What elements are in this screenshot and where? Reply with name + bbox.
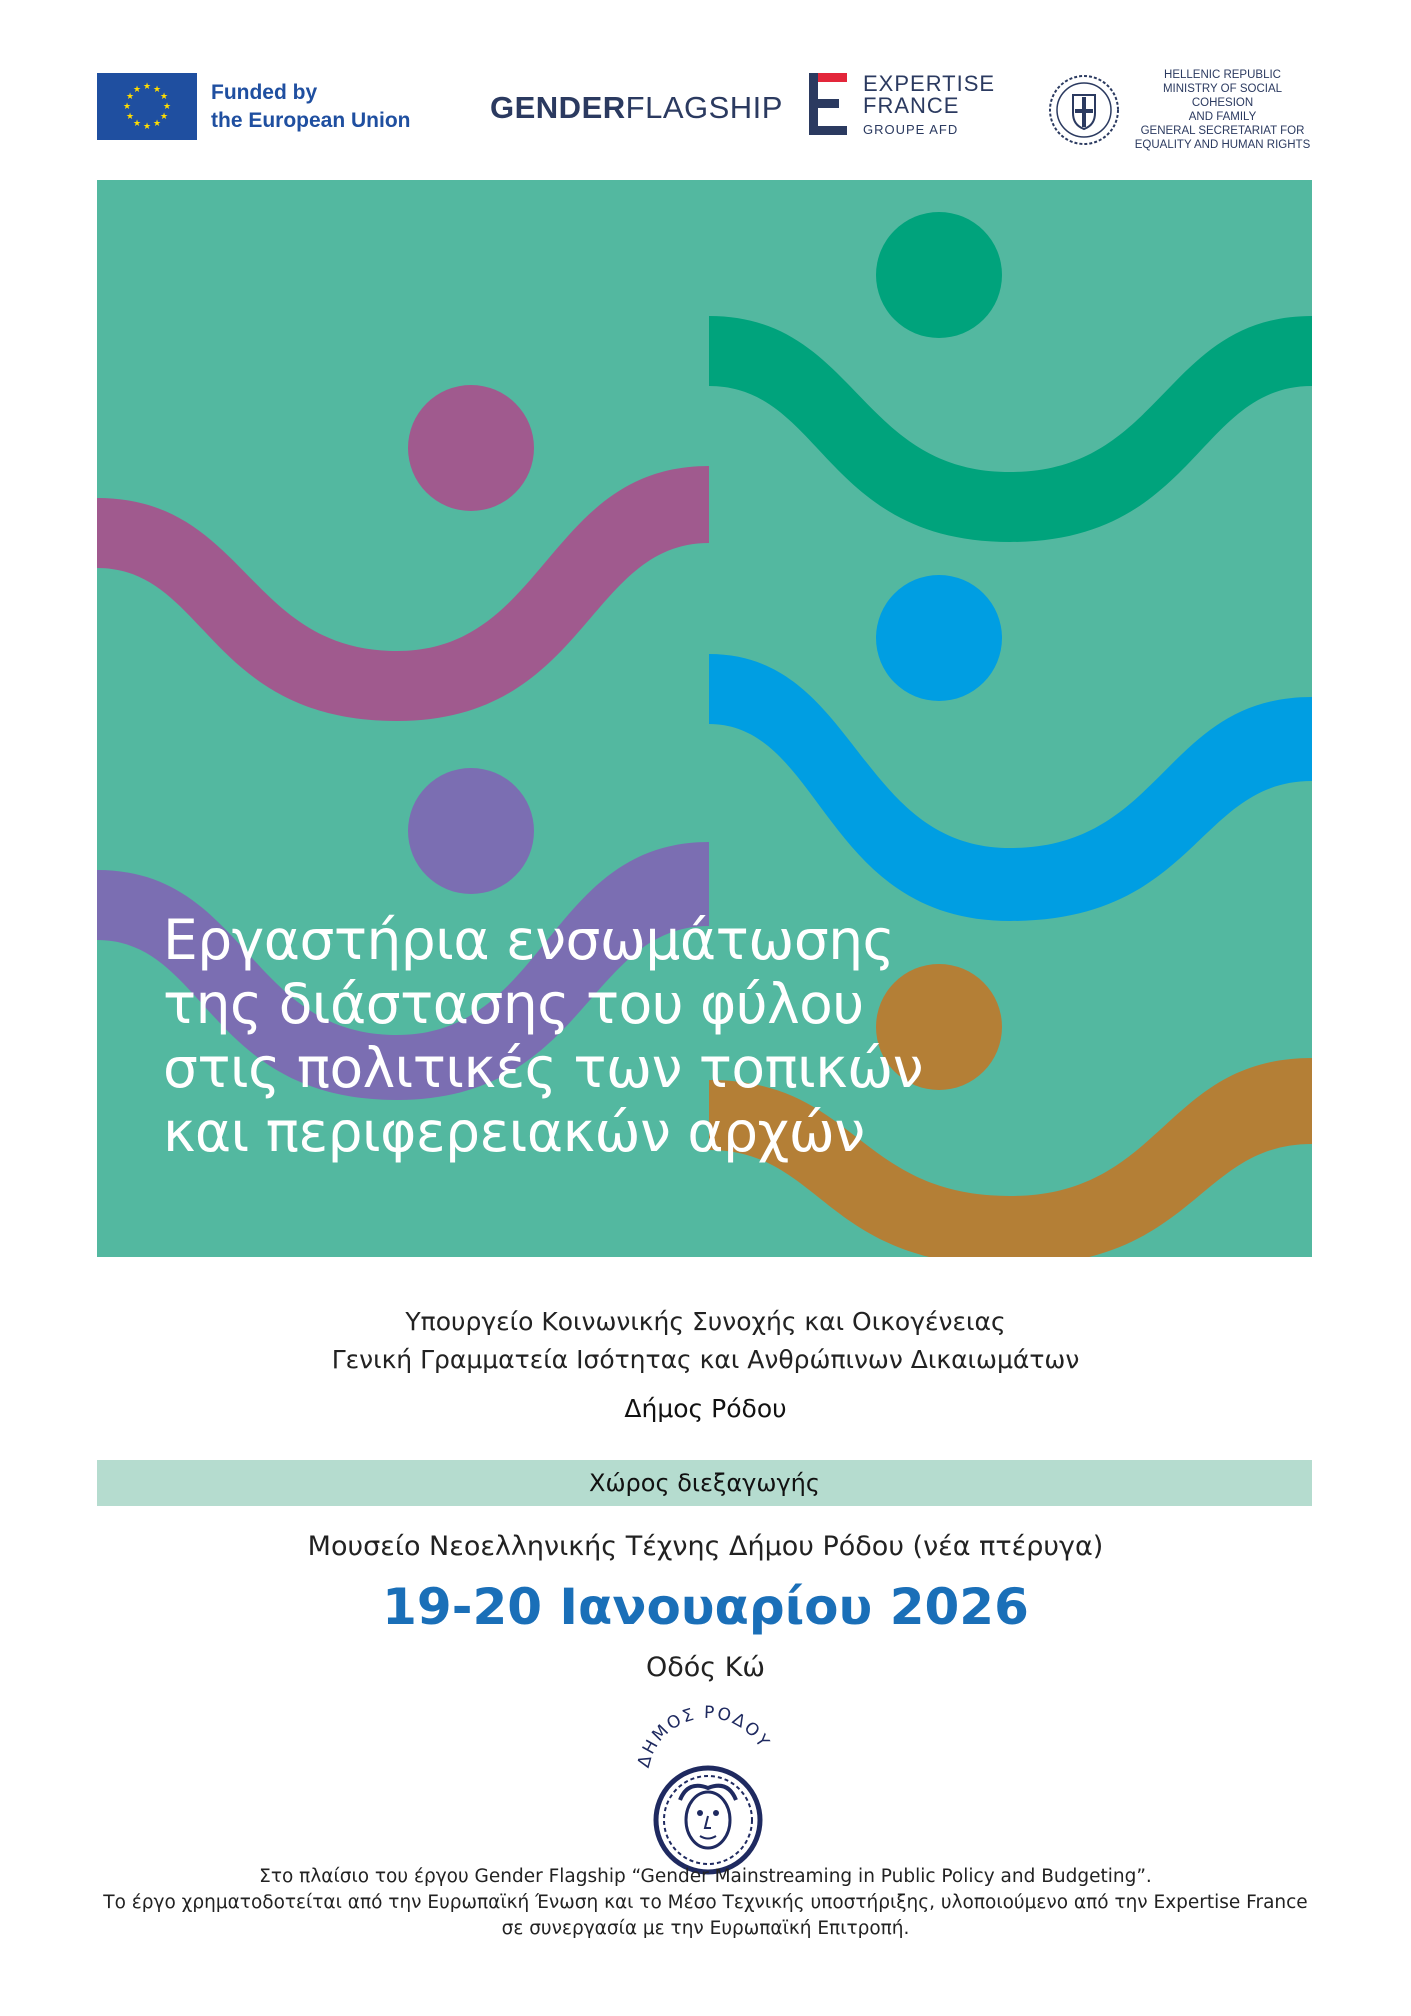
hellenic-line4: GENERAL SECRETARIAT FOR	[1140, 125, 1305, 137]
eu-funding-logo	[97, 73, 411, 140]
hellenic-line1: HELLENIC REPUBLIC	[1164, 69, 1281, 81]
hellenic-line2: MINISTRY OF SOCIAL COHESION	[1162, 83, 1283, 109]
svg-text:★: ★	[159, 92, 169, 102]
magenta-figure-wave	[97, 466, 709, 721]
magenta-figure-head	[408, 385, 534, 511]
svg-text:★: ★	[142, 82, 152, 92]
expertise-line2: FRANCE	[863, 93, 960, 118]
svg-text:★: ★	[125, 92, 135, 102]
ministry-name: Υπουργείο Κοινωνικής Συνοχής και Οικογένειας	[405, 1307, 1006, 1336]
svg-text:★: ★	[132, 85, 142, 95]
hero-banner	[97, 180, 1312, 1257]
venue-label-bar: Χώρος διεξαγωγής	[97, 1460, 1312, 1506]
purple-figure-head	[408, 768, 534, 894]
event-date: 19-20 Ιανουαρίου 2026	[382, 1578, 1029, 1636]
svg-text:★: ★	[142, 122, 152, 132]
venue-street: Οδός Κώ	[645, 1652, 766, 1683]
venue-name: Μουσείο Νεοελληνικής Τέχνης Δήμου Ρόδου (νέα πτέρυγα)	[307, 1531, 1104, 1562]
green-figure-wave	[709, 316, 1312, 542]
rhodes-coin-icon	[618, 1700, 794, 1885]
hero-title-line4: και περιφερειακών αρχών	[163, 1100, 865, 1164]
footer-line3: σε συνεργασία με την Ευρωπαϊκή Επιτροπή.	[501, 1918, 910, 1939]
eu-flag-icon	[97, 73, 197, 140]
footer-notice	[0, 1864, 1411, 1942]
expertise-line3: GROUPE AFD	[863, 122, 959, 137]
hero-title-line2: της διάστασης του φύλου	[163, 972, 864, 1036]
eu-text-line2: the European Union	[211, 108, 411, 132]
svg-text:★: ★	[159, 112, 169, 122]
expertise-france-mark-icon	[809, 73, 847, 135]
hero-title	[163, 908, 1063, 1164]
logo-header	[97, 68, 1312, 151]
hellenic-line3: AND FAMILY	[1188, 111, 1257, 123]
svg-text:★: ★	[162, 102, 172, 112]
gender-flagship-part2: FLAGSHIP	[625, 90, 783, 125]
blue-figure-head	[876, 575, 1002, 701]
hellenic-line5: EQUALITY AND HUMAN RIGHTS	[1134, 139, 1311, 151]
municipality-name: Δήμος Ρόδου	[624, 1394, 787, 1423]
footer-line1: Στο πλαίσιο του έργου Gender Flagship “Gender Mainstreaming in Public Policy and Budgeting”.	[259, 1866, 1152, 1887]
svg-text:★: ★	[152, 85, 162, 95]
hero-title-line3: στις πολιτικές των τοπικών	[163, 1036, 923, 1100]
expertise-line1: EXPERTISE	[863, 71, 996, 96]
expertise-france-logo	[809, 73, 995, 139]
green-figure-head	[876, 212, 1002, 338]
eu-text-line1: Funded by	[211, 80, 318, 104]
organisers-block	[0, 1303, 1411, 1429]
blue-figure-wave	[709, 654, 1312, 921]
secretariat-name: Γενική Γραμματεία Ισότητας και Ανθρώπινων Δικαιωμάτων	[331, 1345, 1080, 1374]
svg-text:★: ★	[132, 119, 142, 129]
rhodes-municipality-logo	[618, 1700, 794, 1885]
greek-emblem-icon	[1047, 73, 1121, 147]
gender-flagship-part1: GENDER	[490, 90, 626, 125]
svg-text:ΔΗΜΟΣ ΡΟΔΟΥ: ΔΗΜΟΣ ΡΟΔΟΥ	[633, 1702, 774, 1770]
footer-line2: Το έργο χρηματοδοτείται από την Ευρωπαϊκή Ένωση και το Μέσο Τεχνικής υποστήριξης, υλοποιούμενο από την Expertise France	[103, 1892, 1308, 1913]
svg-text:★: ★	[152, 119, 162, 129]
svg-text:★: ★	[122, 102, 132, 112]
hero-title-line1: Εργαστήρια ενσωμάτωσης	[163, 908, 895, 972]
gender-flagship-logo	[490, 90, 783, 126]
svg-text:★: ★	[125, 112, 135, 122]
hellenic-republic-logo	[1047, 68, 1312, 152]
